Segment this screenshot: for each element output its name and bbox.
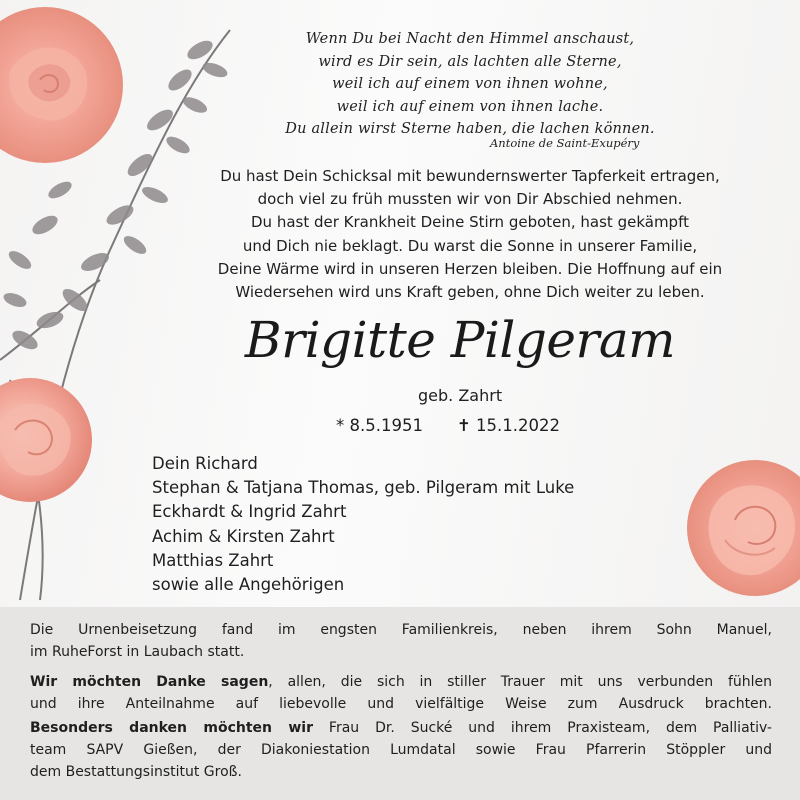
mourners-list — [152, 452, 574, 597]
deceased-name: Brigitte Pilgeram — [244, 311, 676, 369]
poem — [250, 28, 690, 141]
notice-line: Die Urnenbeisetzung fand im engsten Familienkreis, neben ihrem Sohn Manuel, — [30, 622, 772, 638]
thanks-heading: Wir möchten Danke sagen — [30, 674, 269, 690]
rose-icon — [687, 460, 800, 596]
tribute-line: doch viel zu früh mussten wir von Dir Abschied nehmen. — [257, 190, 683, 209]
birth-date: * 8.5.1951 — [336, 416, 423, 435]
notice-line — [30, 717, 772, 739]
poem-line: Du allein wirst Sterne haben, die lachen können. — [285, 121, 655, 137]
rose-icon — [0, 7, 123, 163]
tribute-line: Du hast Dein Schicksal mit bewundernswerter Tapferkeit ertragen, — [220, 167, 720, 185]
burial-notice — [30, 619, 772, 663]
mourner: Dein Richard — [152, 454, 258, 473]
notice-line: team SAPV Gießen, der Diakoniestation Lumdatal sowie Frau Pfarrerin Stöppler und — [30, 742, 772, 758]
tribute-line: und Dich nie beklagt. Du warst die Sonne in unserer Familie, — [242, 236, 698, 255]
poem-author: Antoine de Saint-Exupéry — [490, 136, 640, 150]
poem-line: weil ich auf einem von ihnen wohne, — [332, 76, 608, 92]
special-thanks-heading: Besonders danken möchten wir — [30, 720, 313, 736]
rose-icon — [0, 378, 92, 502]
thanks-notice — [30, 671, 772, 715]
notice-line: und ihre Anteilnahme auf liebevolle und vielfältige Weise zum Ausdruck brachten. — [30, 696, 772, 712]
mourner: Matthias Zahrt — [152, 550, 274, 570]
tribute-line: Wiedersehen wird uns Kraft geben, ohne Dich weiter zu leben. — [235, 283, 705, 302]
tribute-line: Du hast der Krankheit Deine Stirn geboten, hast gekämpft — [251, 213, 689, 232]
death-date: ✝ 15.1.2022 — [456, 416, 561, 435]
tribute-line: Deine Wärme wird in unseren Herzen bleiben. Die Hoffnung auf ein — [217, 259, 723, 278]
poem-line: weil ich auf einem von ihnen lache. — [336, 98, 604, 115]
notice-text: , allen, die sich in stiller Trauer mit uns verbunden fühlen — [268, 674, 772, 690]
notice-line: im RuheForst in Laubach statt. — [30, 644, 245, 660]
mourner: Eckhardt & Ingrid Zahrt — [152, 502, 347, 522]
tribute-text — [150, 165, 790, 304]
notice-line: dem Bestattungsinstitut Groß. — [30, 764, 242, 780]
mourner: sowie alle Angehörigen — [152, 575, 345, 595]
poem-line: wird es Dir sein, als lachten alle Sterne, — [318, 53, 622, 70]
mourner: Stephan & Tatjana Thomas, geb. Pilgeram mit Luke — [152, 478, 575, 498]
mourner: Achim & Kirsten Zahrt — [152, 526, 335, 546]
maiden-name: geb. Zahrt — [418, 386, 503, 405]
life-dates — [336, 416, 560, 435]
poem-line: Wenn Du bei Nacht den Himmel anschaust, — [305, 31, 635, 47]
notice-text: Frau Dr. Sucké und ihrem Praxisteam, dem Palliativ- — [312, 720, 772, 736]
special-thanks-notice — [30, 717, 772, 783]
notice-line — [30, 671, 772, 693]
